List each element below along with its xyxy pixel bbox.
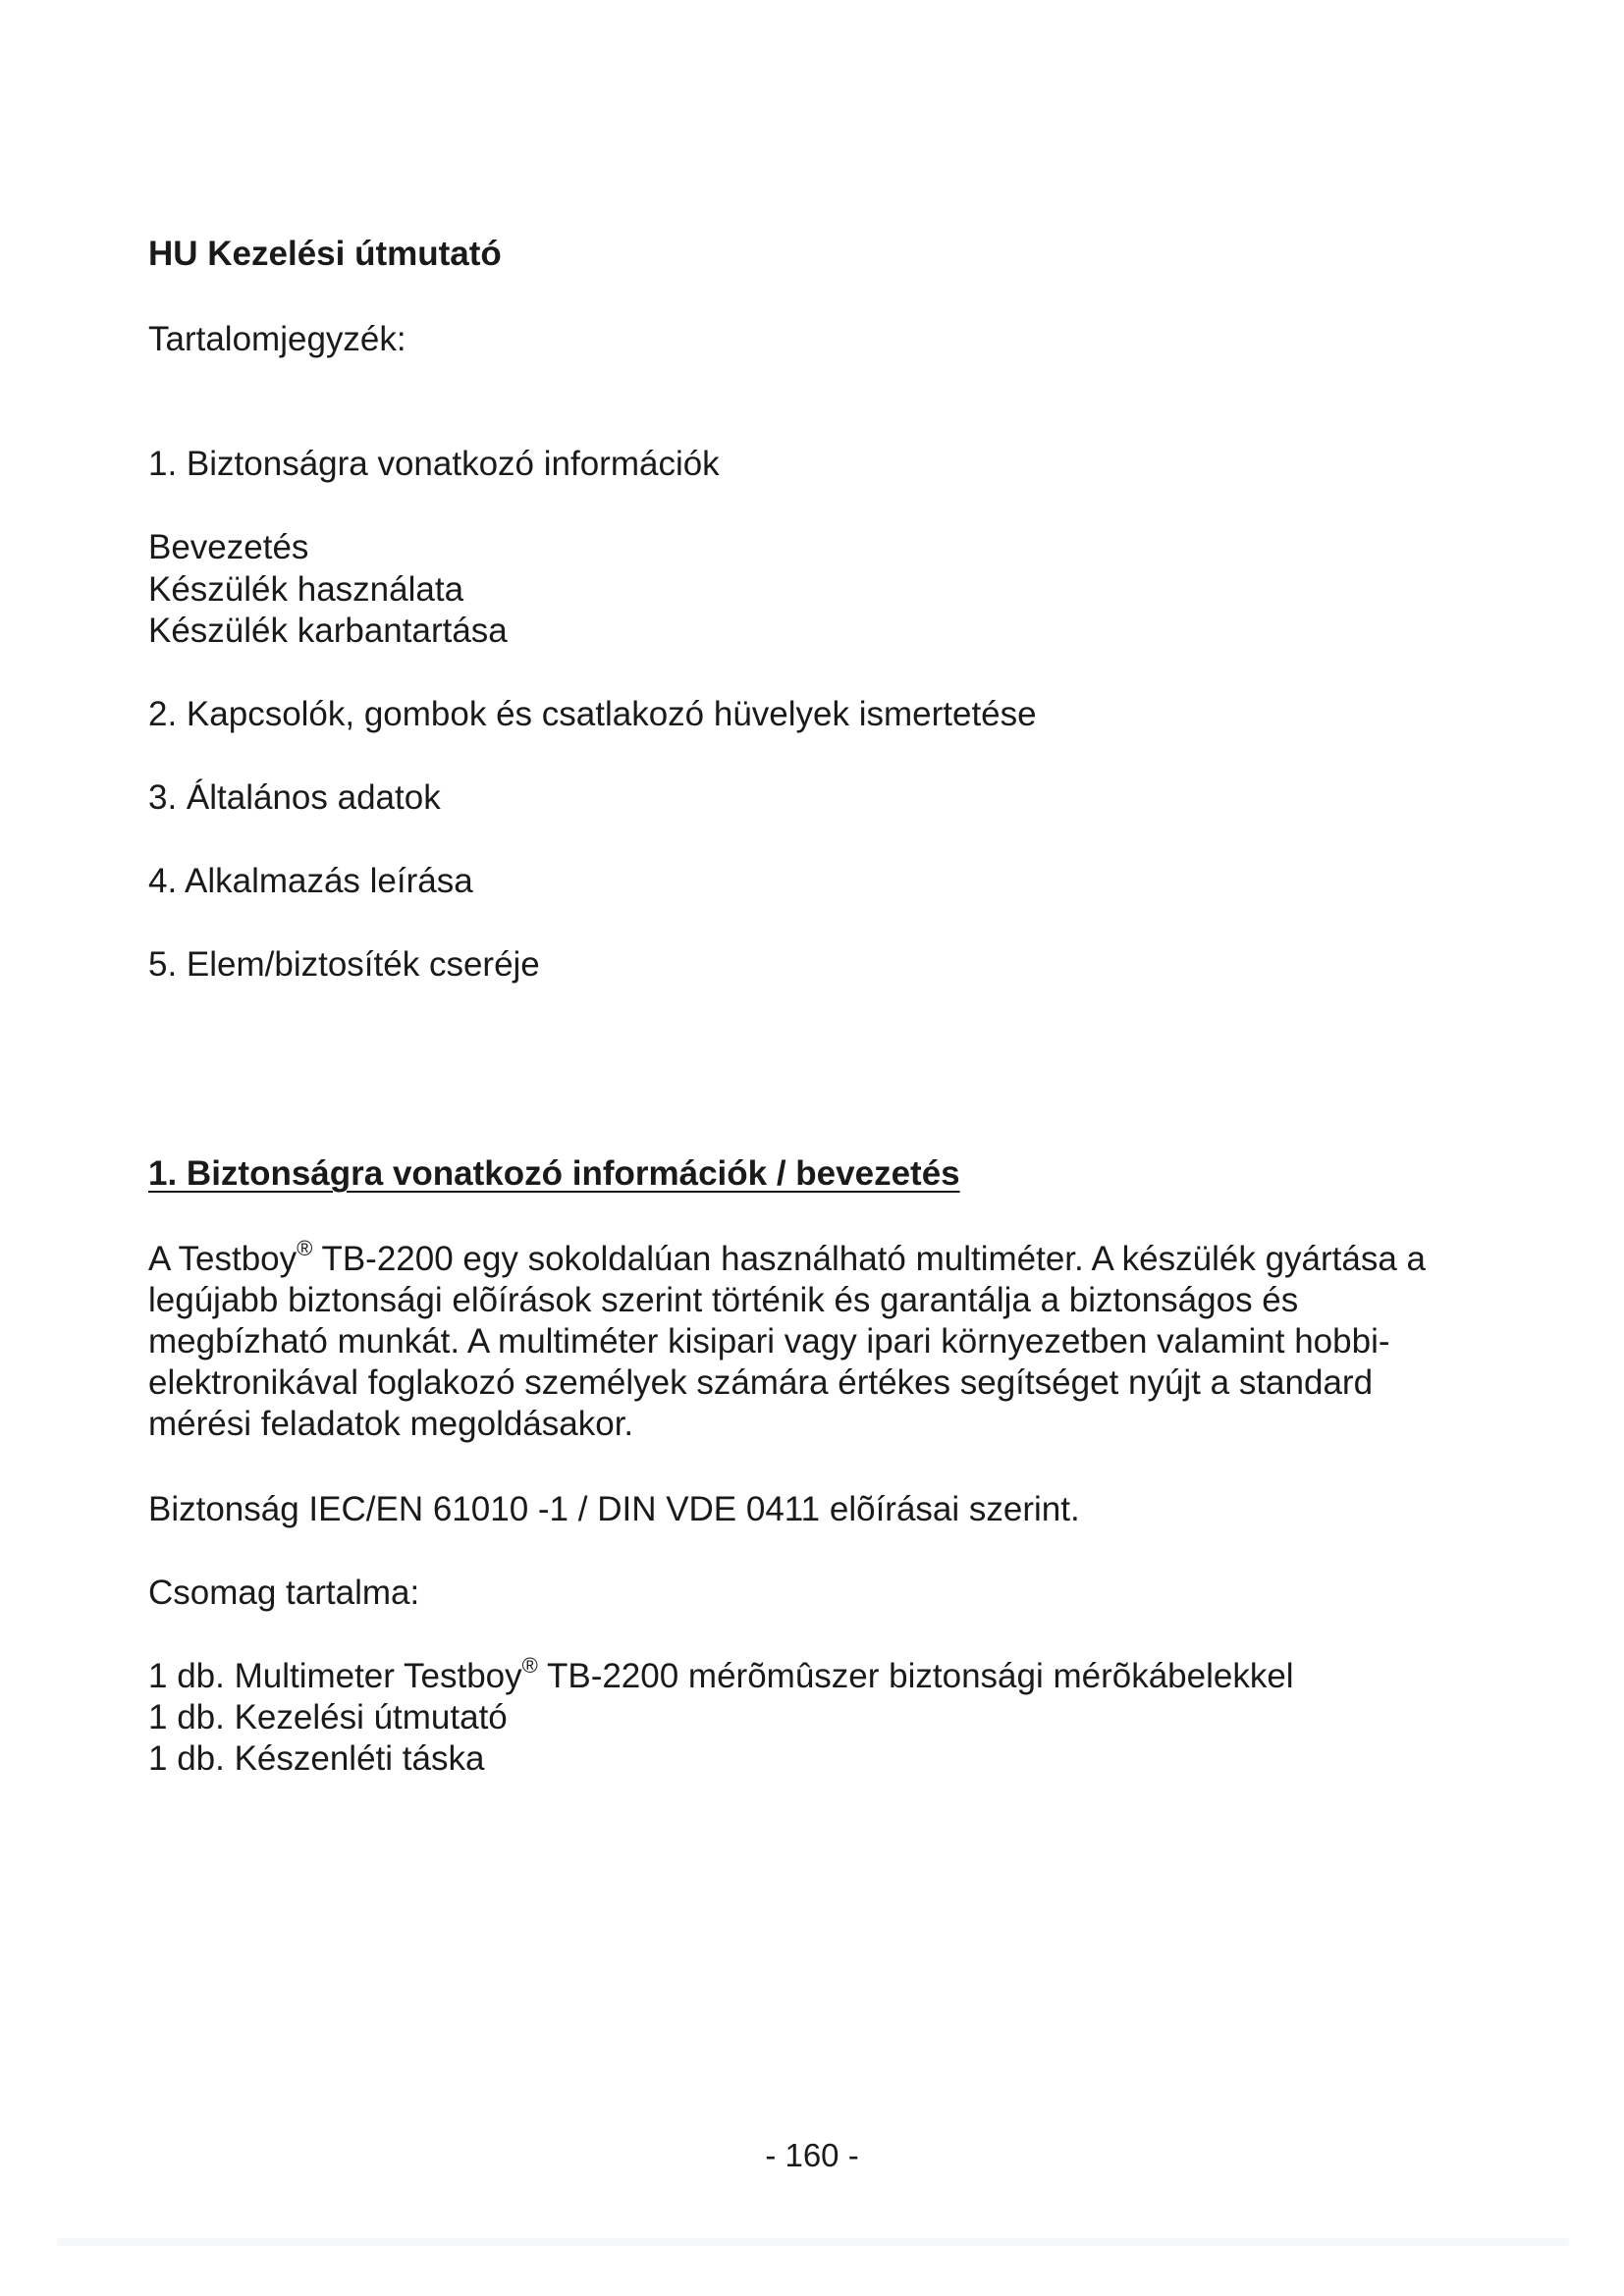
toc-item-2: 2. Kapcsolók, gombok és csatlakozó hüvelyek ismertetése bbox=[148, 695, 1037, 733]
intro-line-1: A Testboy® TB-2200 egy sokoldalúan használható multiméter. A készülék gyártása a bbox=[148, 1236, 1426, 1278]
package-item-manual: 1 db. Kezelési útmutató bbox=[148, 1698, 508, 1736]
intro-line-4: elektronikával foglakozó személyek számára értékes segítséget nyújt a standard bbox=[148, 1363, 1374, 1402]
package-item-multimeter: 1 db. Multimeter Testboy® TB-2200 mérõmûszer biztonsági mérõkábelekkel bbox=[148, 1653, 1294, 1695]
intro-line-2: legújabb biztonsági elõírások szerint történik és garantálja a biztonságos és bbox=[148, 1281, 1299, 1319]
package-contents-heading: Csomag tartalma: bbox=[148, 1574, 420, 1612]
toc-item-3: 3. Általános adatok bbox=[148, 778, 441, 817]
section-1-heading: 1. Biztonságra vonatkozó információk / bevezetés bbox=[148, 1154, 960, 1193]
toc-heading: Tartalomjegyzék: bbox=[148, 320, 406, 358]
registered-mark: ® bbox=[297, 1236, 313, 1261]
intro-line-5: mérési feladatok megoldásakor. bbox=[148, 1405, 634, 1443]
page-number: - 160 - bbox=[765, 2137, 859, 2173]
package-item-bag: 1 db. Készenléti táska bbox=[148, 1739, 485, 1778]
safety-standard-text: Biztonság IEC/EN 61010 -1 / DIN VDE 0411 elõírásai szerint. bbox=[148, 1490, 1080, 1528]
section-1-intro-paragraph bbox=[148, 1236, 1523, 1445]
toc-item-5: 5. Elem/biztosíték cseréje bbox=[148, 945, 540, 984]
document-title: HU Kezelési útmutató bbox=[148, 235, 502, 273]
toc-item-1: 1. Biztonságra vonatkozó információk bbox=[148, 445, 720, 483]
page-bottom-edge bbox=[57, 2238, 1569, 2246]
toc-subitem-device-maintenance: Készülék karbantartása bbox=[148, 612, 508, 650]
toc-item-4: 4. Alkalmazás leírása bbox=[148, 862, 473, 900]
intro-line-3: megbízható munkát. A multiméter kisipari vagy ipari környezetben valamint hobbi- bbox=[148, 1322, 1390, 1361]
package-contents-list bbox=[148, 1653, 1523, 1780]
toc-subitem-device-use: Készülék használata bbox=[148, 570, 464, 609]
registered-mark: ® bbox=[521, 1653, 538, 1679]
toc-subitem-introduction: Bevezetés bbox=[148, 528, 309, 566]
